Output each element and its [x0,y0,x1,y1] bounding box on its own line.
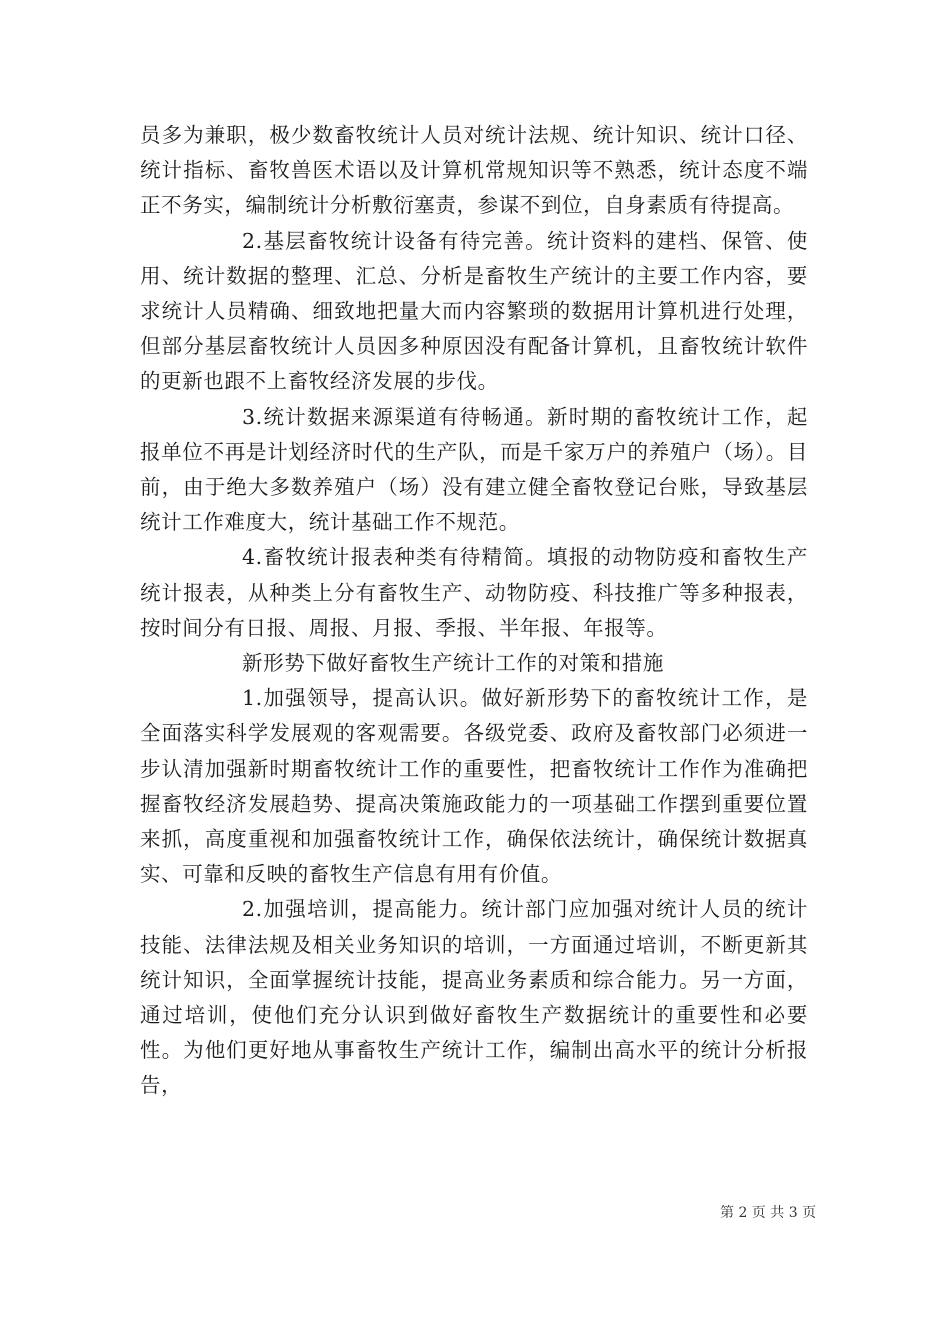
paragraph-training: 2.加强培训，提高能力。统计部门应加强对统计人员的统计技能、法律法规及相关业务知识的培训，一方面通过培训，不断更新其统计知识，全面掌握统计技能，提高业务素质和综合能力。另一方面，通过培训，使他们充分认识到做好畜牧生产数据统计的重要性和必要性。为他们更好地从事畜牧生产统计工作，编制出高水平的统计分析报告， [140,897,808,1098]
paragraph-leadership: 1.加强领导，提高认识。做好新形势下的畜牧统计工作，是全面落实科学发展观的客观需要。各级党委、政府及畜牧部门必须进一步认清加强新时期畜牧统计工作的重要性，把畜牧统计工作作为准确把握畜牧经济发展趋势、提高决策施政能力的一项基础工作摆到重要位置来抓，高度重视和加强畜牧统计工作，确保依法统计，确保统计数据真实、可靠和反映的畜牧生产信息有用有价值。 [140,686,808,887]
section-heading: 新形势下做好畜牧生产统计工作的对策和措施 [242,651,664,676]
paragraph-equipment: 2.基层畜牧统计设备有待完善。统计资料的建档、保管、使用、统计数据的整理、汇总、分析是畜牧生产统计的主要工作内容，要求统计人员精确、细致地把量大而内容繁琐的数据用计算机进行处理，但部分基层畜牧统计人员因多种原因没有配备计算机，且畜牧统计软件的更新也跟不上畜牧经济发展的步伐。 [140,228,808,394]
paragraph-staff-quality: 员多为兼职，极少数畜牧统计人员对统计法规、统计知识、统计口径、统计指标、畜牧兽医术语以及计算机常规知识等不熟悉，统计态度不端正不务实，编制统计分析敷衍塞责，参谋不到位，自身素质有待提高。 [140,123,808,218]
document-body [140,118,808,1104]
paragraph-data-sources: 3.统计数据来源渠道有待畅通。新时期的畜牧统计工作，起报单位不再是计划经济时代的生产队，而是千家万户的养殖户（场）。目前，由于绝大多数养殖户（场）没有建立健全畜牧登记台账，导致基层统计工作难度大，统计基础工作不规范。 [140,404,808,535]
page-number-footer: 第 2 页 共 3 页 [720,1205,817,1221]
paragraph-report-types: 4.畜牧统计报表种类有待精简。填报的动物防疫和畜牧生产统计报表，从种类上分有畜牧生产、动物防疫、科技推广等多种报表，按时间分有日报、周报、月报、季报、半年报、年报等。 [140,545,808,640]
